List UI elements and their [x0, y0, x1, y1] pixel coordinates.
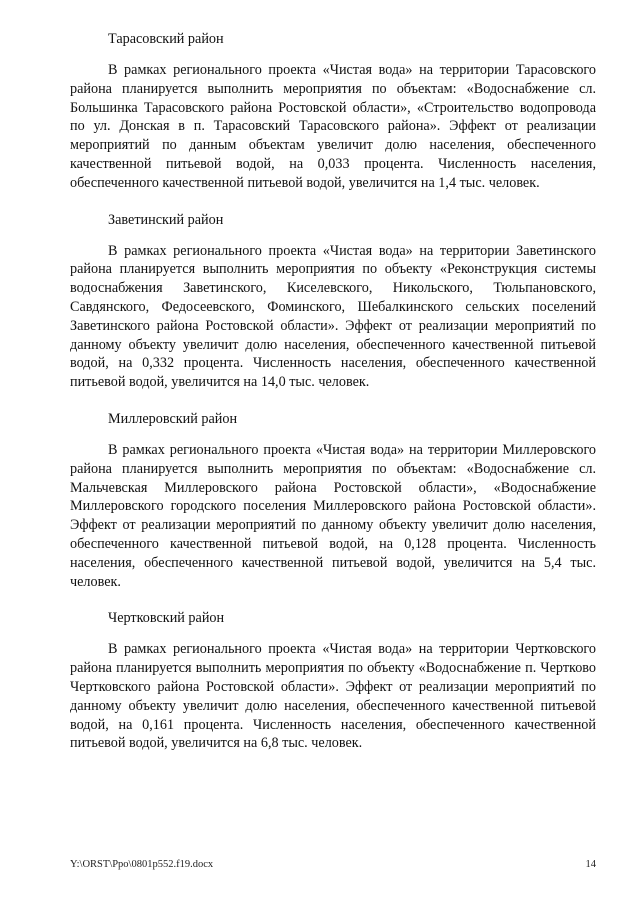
section-heading: Миллеровский район — [108, 410, 238, 427]
document-page — [70, 30, 596, 771]
section-zavetinsky — [70, 211, 596, 392]
section-millerovsky — [70, 410, 596, 591]
section-heading: Чертковский район — [108, 610, 225, 627]
section-paragraph: В рамках регионального проекта «Чистая вода» на территории Тарасовского района планируется выполнить мероприятия по объектам: «Водоснабжение сл. Большинка Тарасовского района Ростовской области», «Строительство водопровода по ул. Донская в п. Тарасовский Тарасовского района». Эффект от реализации мероприятий по данным объектам увеличит долю населения, обеспеченного качественной питьевой водой, на 0,033 процента. Численность населения, обеспеченного качественной питьевой водой, увеличится на 1,4 тыс. человек. — [70, 62, 596, 191]
section-heading: Тарасовский район — [108, 31, 224, 47]
footer-page-number: 14 — [585, 859, 596, 870]
section-chertkovsky — [70, 609, 596, 753]
footer-file-path: Y:\ORST\Ppo\0801p552.f19.docx — [70, 859, 214, 870]
section-heading: Заветинский район — [108, 211, 224, 228]
section-paragraph: В рамках регионального проекта «Чистая вода» на территории Миллеровского района планируется выполнить мероприятия по объектам: «Водоснабжение сл. Мальчевская Миллеровского района Ростовской области», «Водоснабжение Миллеровского городского поселения Миллеровского района Ростовской области». Эффект от реализации мероприятий по данному объекту увеличит долю населения, обеспеченного качественной питьевой водой, на 0,128 процента. Численность населения, обеспеченного качественной питьевой водой, увеличится на 5,4 тыс. человек. — [70, 441, 596, 590]
section-paragraph: В рамках регионального проекта «Чистая вода» на территории Заветинского района планируется выполнить мероприятия по объекту «Реконструкция системы водоснабжения Заветинского, Киселевского, Никольского, Тюльпановского, Савдянского, Федосеевского, Фоминского, Шебалкинского сельских поселений Заветинского района Ростовской области». Эффект от реализации мероприятий по данному объекту увеличит долю населения, обеспеченного качественной питьевой водой, на 0,332 процента. Численность населения, обеспеченного качественной питьевой водой, увеличится на 14,0 тыс. человек. — [70, 242, 596, 391]
section-tarasovsky — [70, 30, 596, 193]
section-paragraph: В рамках регионального проекта «Чистая вода» на территории Чертковского района планируется выполнить мероприятия по объекту «Водоснабжение п. Чертково Чертковского района Ростовской области». Эффект от реализации мероприятий по данному объекту увеличит долю населения, обеспеченного качественной питьевой водой, на 0,161 процента. Численность населения, обеспеченного качественной питьевой водой, увеличится на 6,8 тыс. человек. — [70, 641, 596, 752]
